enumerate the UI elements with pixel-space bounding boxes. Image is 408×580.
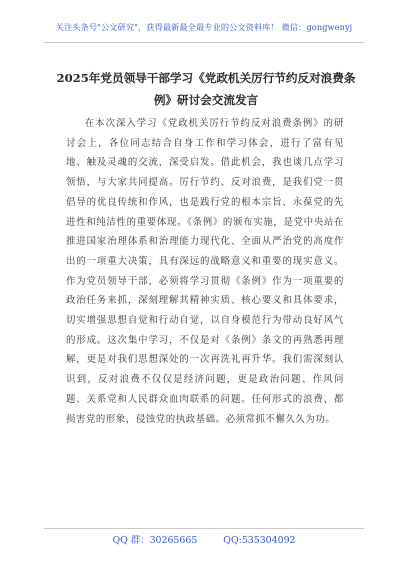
footer-qq-group[interactable]: QQ 群：30265665: [112, 535, 198, 546]
footer-qq-number[interactable]: QQ:535304092: [223, 535, 296, 546]
document-body: 在本次深入学习《党政机关厉行节约反对浪费条例》的研讨会上，各位同志结合自身工作和学习体会，进行了富有见地、触及灵魂的交流，深受启发。借此机会，我也谈几点学习领悟，与大家共同提高。厉行节约、反对浪费，是我们党一贯倡导的优良传统和作风，也是践行党的根本宗旨、永葆党的先进性和纯洁性的重要体现。《条例》的颁布实施，是党中央站在推进国家治理体系和治理能力现代化、全面从严治党的高度作出的一项重大决策，具有深远的战略意义和重要的现实意义。作为党员领导干部，必须将学习贯彻《条例》作为一项重要的政治任务来抓，深刻理解其精神实质、核心要义和具体要求，切实增强思想自觉和行动自觉，以自身模范行为带动良好风气的形成。这次集中学习，不仅是对《条例》条文的再熟悉再理解，更是对我们思想深处的一次再洗礼再升华。我们需深刻认识到，反对浪费不仅仅是经济问题，更是政治问题、作风问题、关系党和人民群众血肉联系的问题。任何形式的浪费，都损害党的形象，侵蚀党的执政基础。必须常抓不懈久久为功。: [66, 118, 344, 425]
header-banner[interactable]: 关注头条号"公文研究"，获得最新最全最专业的公文资料库！ 微信：gongwenyj: [55, 22, 353, 32]
footer-divider: [44, 528, 364, 529]
header-divider: [44, 42, 364, 43]
footer-contact: [0, 532, 408, 546]
document-title: 2025年党员领导干部学习《党政机关厉行节约反对浪费条例》研讨会交流发言: [56, 71, 356, 107]
